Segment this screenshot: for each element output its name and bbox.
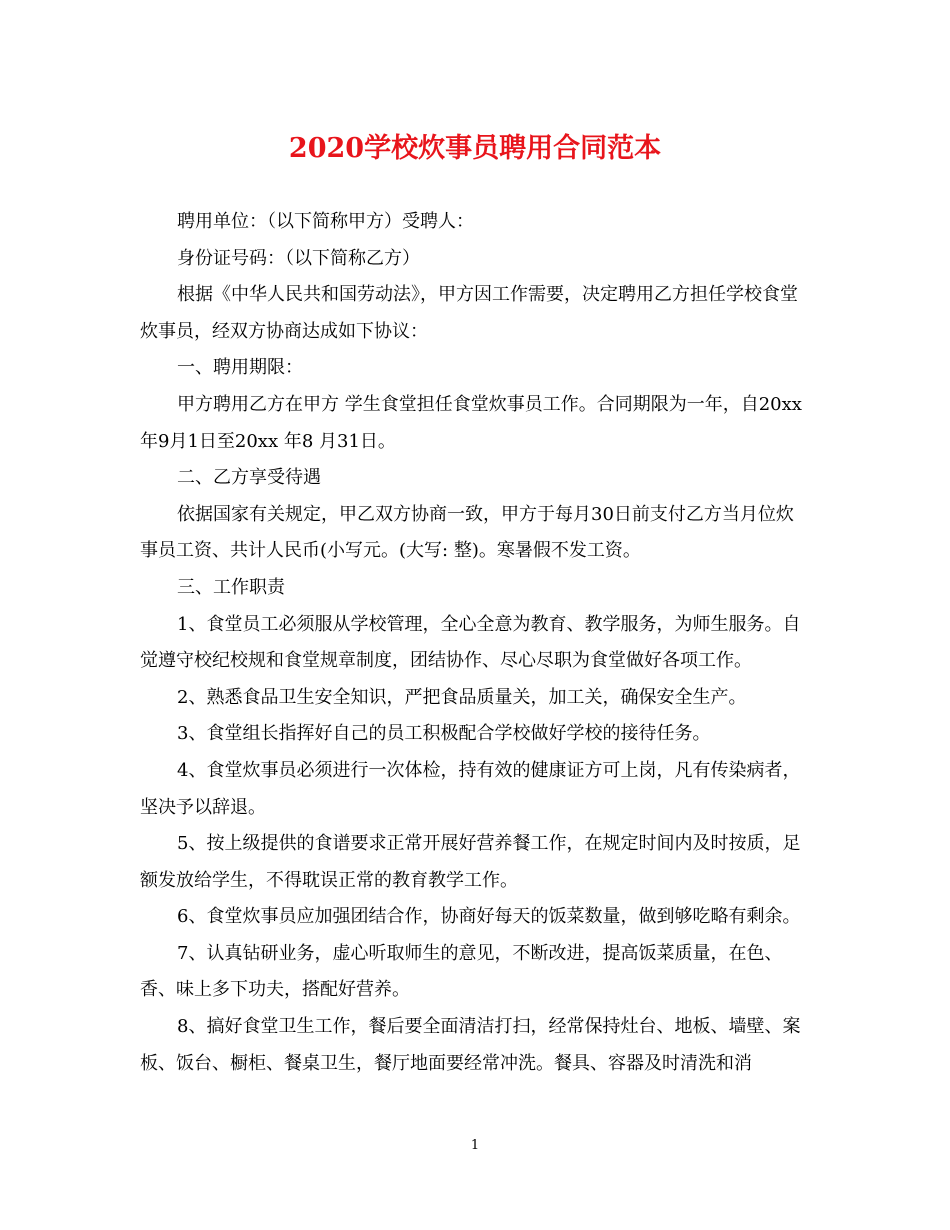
duty-item-6: 6、食堂炊事员应加强团结合作，协商好每天的饭菜数量，做到够吃略有剩余。 — [177, 906, 801, 928]
duty-item-3: 3、食堂组长指挥好自己的员工积极配合学校做好学校的接待任务。 — [177, 723, 711, 745]
duty-item-8: 8、搞好食堂卫生工作，餐后要全面清洁打扫，经常保持灶台、地板、墙壁、案板、饭台、橱柜、餐桌卫生，餐厅地面要经常冲洗。餐具、容器及时清洗和消 — [140, 1016, 801, 1074]
preamble-paragraph: 根据《中华人民共和国劳动法》，甲方因工作需要，决定聘用乙方担任学校食堂炊事员，经双方协商达成如下协议： — [140, 284, 798, 342]
duty-item-1: 1、食堂员工必须服从学校管理，全心全意为教育、教学服务，为师生服务。自觉遵守校纪校规和食堂规章制度，团结协作、尽心尽职为食堂做好各项工作。 — [140, 613, 801, 672]
duty-item-2: 2、熟悉食品卫生安全知识，严把食品质量关，加工关，确保安全生产。 — [177, 686, 747, 708]
document-body — [140, 204, 805, 1082]
document-title: 2020学校炊事员聘用合同范本 — [288, 133, 662, 164]
page-number: 1 — [470, 1138, 480, 1153]
duty-item-4: 4、食堂炊事员必须进行一次体检，持有效的健康证方可上岗，凡有传染病者，坚决予以辞退。 — [140, 759, 801, 818]
section-heading-duties: 三、工作职责 — [177, 576, 285, 598]
duty-item-5: 5、按上级提供的食谱要求正常开展好营养餐工作，在规定时间内及时按质，足额发放给学生，不得耽误正常的教育教学工作。 — [140, 833, 801, 891]
employer-line: 聘用单位：（以下简称甲方）受聘人： — [177, 211, 474, 232]
benefits-paragraph: 依据国家有关规定，甲乙双方协商一致，甲方于每月30日前支付乙方当月位炊事员工资、共计人民币(小写元。(大写: 整)。寒暑假不发工资。 — [140, 503, 794, 562]
duty-item-7: 7、认真钻研业务，虚心听取师生的意见，不断改进，提高饭菜质量，在色、香、味上多下功夫，搭配好营养。 — [140, 942, 783, 1001]
section-heading-term: 一、聘用期限： — [177, 357, 303, 379]
term-paragraph: 甲方聘用乙方在甲方 学生食堂担任食堂炊事员工作。合同期限为一年，自20xx 年9月1日至20xx 年8 月31日。 — [140, 393, 802, 452]
section-heading-benefits: 二、乙方享受待遇 — [177, 467, 321, 489]
id-number-line: 身份证号码：（以下简称乙方） — [177, 247, 420, 269]
